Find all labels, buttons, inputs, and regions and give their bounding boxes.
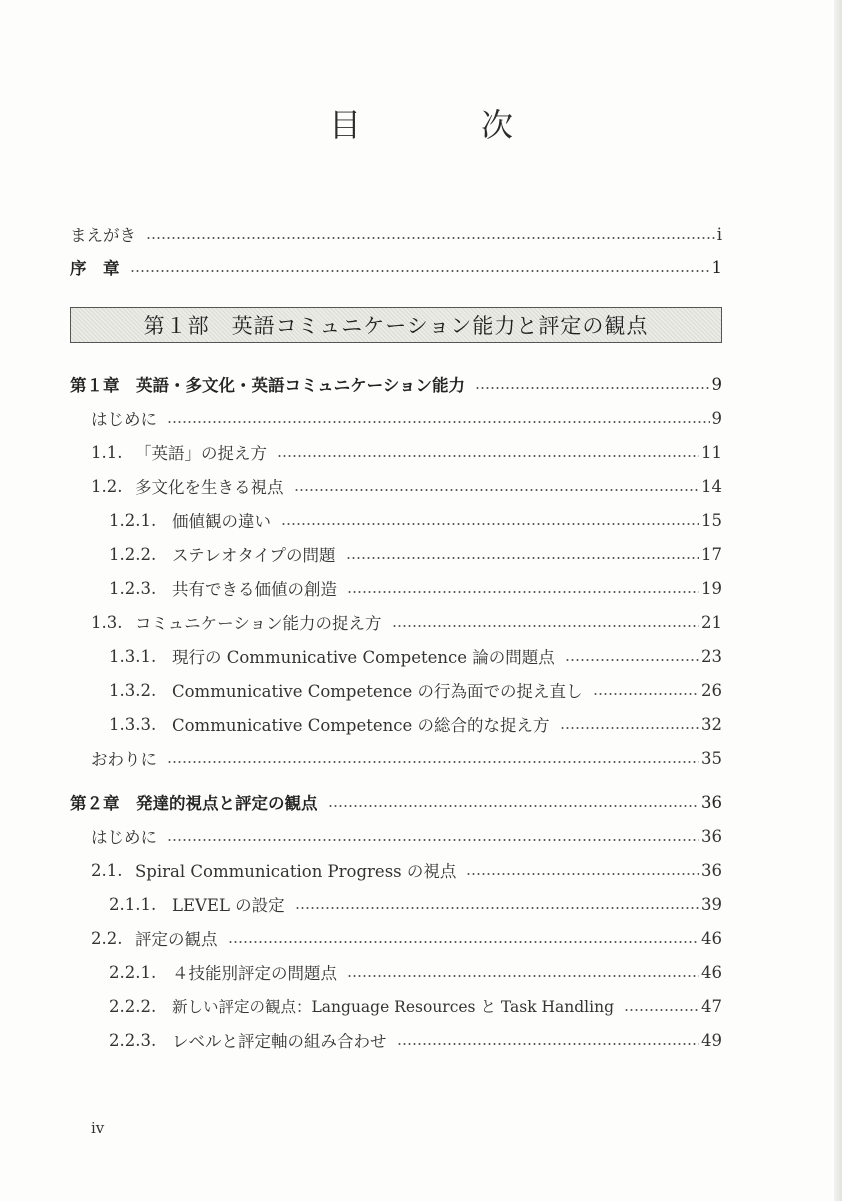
section-number: 1.2.1. bbox=[109, 510, 157, 530]
toc-label: 多文化を生きる視点 bbox=[135, 478, 284, 497]
toc-label: 評定の観点 bbox=[135, 930, 218, 949]
section-number: 2.1.1. bbox=[109, 894, 157, 914]
toc-entry[interactable] bbox=[109, 541, 722, 567]
toc-entry[interactable] bbox=[91, 473, 722, 499]
dot-leader bbox=[167, 420, 710, 424]
section-number: 1.2.3. bbox=[109, 578, 157, 598]
toc-label: まえがき bbox=[70, 226, 136, 245]
toc-page: 26 bbox=[701, 680, 722, 700]
toc-label: Communicative Competence の総合的な捉え方 bbox=[172, 716, 550, 735]
toc-entry[interactable] bbox=[91, 823, 722, 849]
dot-leader bbox=[167, 760, 699, 764]
toc-entry[interactable] bbox=[109, 1027, 722, 1053]
toc-label: 共有できる価値の創造 bbox=[172, 580, 337, 599]
toc-page: 1 bbox=[711, 257, 722, 277]
toc-page: 17 bbox=[701, 544, 722, 564]
section-number: 1.1. bbox=[91, 442, 123, 462]
toc-label: LEVEL の設定 bbox=[172, 896, 285, 915]
toc-entry[interactable] bbox=[91, 925, 722, 951]
toc-entry-introduction[interactable] bbox=[70, 254, 722, 280]
section-number: 2.1. bbox=[91, 860, 123, 880]
toc-chapter-2[interactable] bbox=[70, 789, 722, 815]
dot-leader bbox=[560, 726, 699, 730]
dot-leader bbox=[475, 386, 709, 390]
toc-label: はじめに bbox=[91, 828, 157, 847]
toc-page: 36 bbox=[701, 860, 722, 880]
section-number: 2.2.2. bbox=[109, 996, 157, 1016]
toc-entry-preface[interactable] bbox=[70, 221, 722, 247]
section-number: 1.2.2. bbox=[109, 544, 157, 564]
dot-leader bbox=[130, 269, 710, 273]
section-number: 1.3. bbox=[91, 612, 123, 632]
toc-page: 11 bbox=[701, 442, 722, 462]
toc-page: 14 bbox=[701, 476, 722, 496]
toc-page: 36 bbox=[701, 792, 722, 812]
toc-label: 新しい評定の観点：Language Resources と Task Handling bbox=[172, 998, 615, 1016]
toc-label: 現行の Communicative Competence 論の問題点 bbox=[172, 648, 555, 667]
dot-leader bbox=[593, 692, 699, 696]
section-number: 1.2. bbox=[91, 476, 123, 496]
toc-label: ４技能別評定の問題点 bbox=[172, 964, 337, 983]
toc-entry[interactable] bbox=[109, 711, 722, 737]
toc-label: はじめに bbox=[91, 410, 157, 429]
dot-leader bbox=[228, 940, 700, 944]
toc-label: 「英語」の捉え方 bbox=[135, 444, 267, 463]
dot-leader bbox=[295, 906, 699, 910]
toc-page: 9 bbox=[711, 374, 722, 394]
toc-entry[interactable] bbox=[91, 609, 722, 635]
toc-label: おわりに bbox=[91, 750, 157, 769]
toc-page: 39 bbox=[701, 894, 722, 914]
section-number: 1.3.2. bbox=[109, 680, 157, 700]
toc-entry[interactable] bbox=[109, 959, 722, 985]
toc-entry[interactable] bbox=[91, 745, 722, 771]
page-number: iv bbox=[91, 1119, 105, 1137]
dot-leader bbox=[346, 556, 699, 560]
toc-entry[interactable] bbox=[91, 405, 722, 431]
chapter-title: 第２章 発達的視点と評定の観点 bbox=[70, 794, 318, 813]
toc-entry[interactable] bbox=[109, 993, 722, 1019]
toc-entry[interactable] bbox=[109, 643, 722, 669]
toc-page: 36 bbox=[701, 826, 722, 846]
toc-page: 35 bbox=[701, 748, 722, 768]
dot-leader bbox=[392, 624, 699, 628]
dot-leader bbox=[347, 974, 699, 978]
part-heading-label: 第１部 英語コミュニケーション能力と評定の観点 bbox=[143, 314, 649, 338]
dot-leader bbox=[347, 590, 699, 594]
toc-entry[interactable] bbox=[91, 439, 722, 465]
section-number: 1.3.1. bbox=[109, 646, 157, 666]
toc-page: 47 bbox=[701, 996, 722, 1016]
dot-leader bbox=[167, 838, 699, 842]
toc-label: レベルと評定軸の組み合わせ bbox=[172, 1032, 387, 1051]
dot-leader bbox=[146, 236, 715, 240]
page-edge bbox=[834, 0, 842, 1201]
dot-leader bbox=[397, 1042, 700, 1046]
toc-entry[interactable] bbox=[109, 891, 722, 917]
dot-leader bbox=[466, 872, 699, 876]
toc-page: 49 bbox=[701, 1030, 722, 1050]
toc-label: 序 章 bbox=[70, 259, 120, 278]
dot-leader bbox=[624, 1008, 699, 1012]
toc-page: 21 bbox=[701, 612, 722, 632]
toc-page: i bbox=[716, 224, 722, 244]
toc-page: 32 bbox=[701, 714, 722, 734]
toc-page: 15 bbox=[701, 510, 722, 530]
dot-leader bbox=[565, 658, 699, 662]
chapter-title: 第１章 英語・多文化・英語コミュニケーション能力 bbox=[70, 376, 466, 395]
toc-label: 価値観の違い bbox=[172, 512, 271, 531]
toc-label: コミュニケーション能力の捉え方 bbox=[135, 614, 382, 633]
toc-label: ステレオタイプの問題 bbox=[172, 546, 336, 565]
section-number: 2.2.1. bbox=[109, 962, 157, 982]
toc-entry[interactable] bbox=[109, 575, 722, 601]
toc-chapter-1[interactable] bbox=[70, 371, 722, 397]
dot-leader bbox=[277, 454, 699, 458]
page-title: 目 次 bbox=[328, 106, 557, 144]
toc-page: 23 bbox=[701, 646, 722, 666]
dot-leader bbox=[294, 488, 700, 492]
toc-label: Communicative Competence の行為面での捉え直し bbox=[172, 682, 583, 701]
section-number: 2.2. bbox=[91, 928, 123, 948]
toc-page: 46 bbox=[701, 928, 722, 948]
dot-leader bbox=[281, 522, 699, 526]
dot-leader bbox=[328, 804, 700, 808]
toc-page: 9 bbox=[711, 408, 722, 428]
part-heading bbox=[70, 307, 722, 343]
toc-entry[interactable] bbox=[109, 507, 722, 533]
toc-page: 19 bbox=[701, 578, 722, 598]
section-number: 1.3.3. bbox=[109, 714, 157, 734]
toc-entry[interactable] bbox=[109, 677, 722, 703]
toc-entry[interactable] bbox=[91, 857, 722, 883]
section-number: 2.2.3. bbox=[109, 1030, 157, 1050]
toc-page: 46 bbox=[701, 962, 722, 982]
toc-label: Spiral Communication Progress の視点 bbox=[135, 862, 457, 881]
